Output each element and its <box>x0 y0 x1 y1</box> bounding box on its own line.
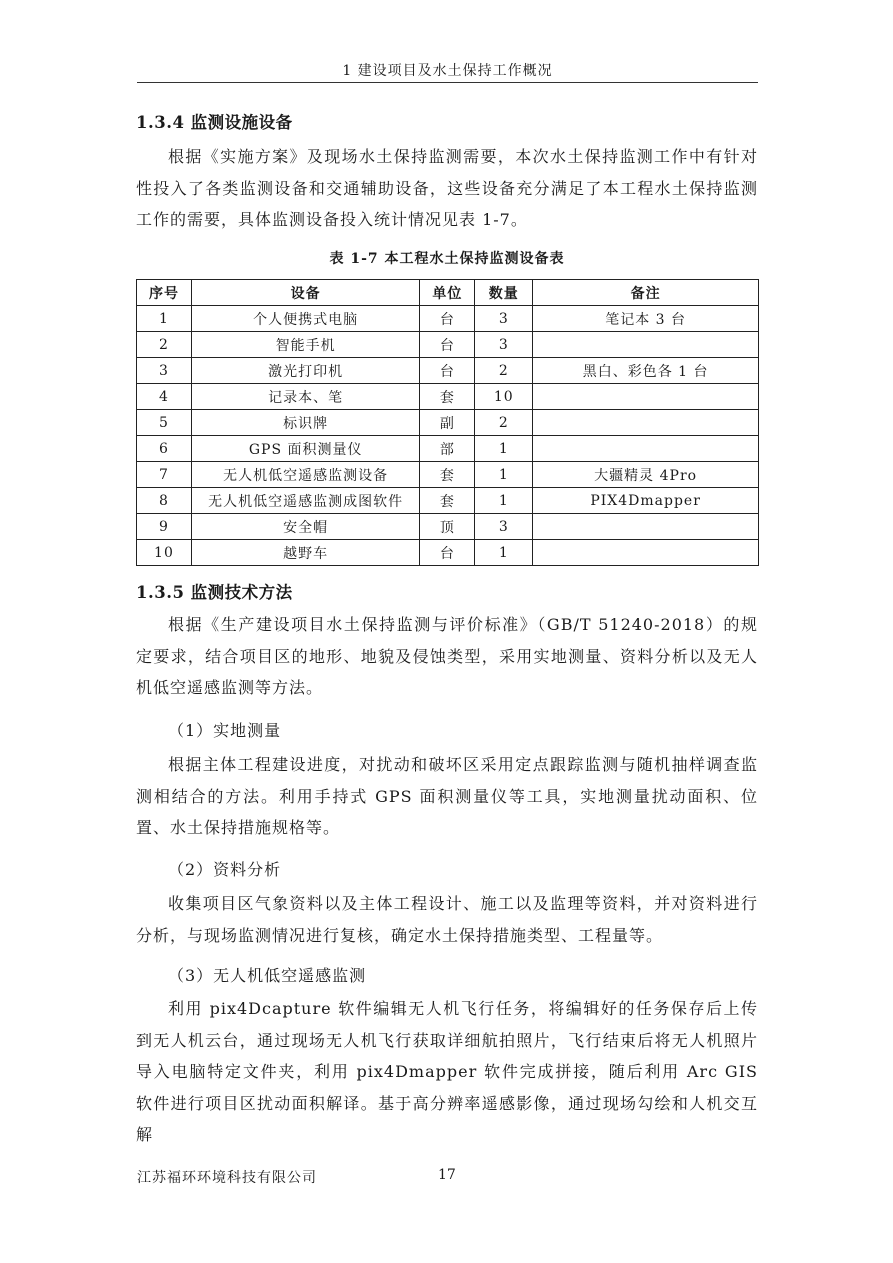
cell-remark <box>533 384 759 410</box>
header-cell-equipment: 设备 <box>191 280 420 306</box>
cell-equipment: 越野车 <box>191 540 420 566</box>
cell-unit: 台 <box>420 358 475 384</box>
table-row <box>137 436 759 462</box>
cell-index: 1 <box>137 306 192 332</box>
cell-equipment: 无人机低空遥感监测成图软件 <box>191 488 420 514</box>
method-1-title: （1）实地测量 <box>168 721 282 740</box>
table-row <box>137 488 759 514</box>
header-divider <box>137 82 758 83</box>
table-row <box>137 384 759 410</box>
header-cell-index: 序号 <box>137 280 192 306</box>
cell-unit: 套 <box>420 462 475 488</box>
section-heading-1-3-4: 1.3.4 监测设施设备 <box>136 113 293 132</box>
cell-index: 2 <box>137 332 192 358</box>
cell-unit: 部 <box>420 436 475 462</box>
method-2-title: （2）资料分析 <box>168 860 282 879</box>
header-cell-unit: 单位 <box>420 280 475 306</box>
cell-remark: PIX4Dmapper <box>533 488 759 514</box>
header-cell-remark: 备注 <box>533 280 759 306</box>
cell-unit: 台 <box>420 306 475 332</box>
cell-unit: 套 <box>420 488 475 514</box>
cell-index: 7 <box>137 462 192 488</box>
cell-unit: 台 <box>420 332 475 358</box>
footer-company: 江苏福环环境科技有限公司 <box>137 1170 317 1186</box>
table-row <box>137 462 759 488</box>
cell-remark: 黑白、彩色各 1 台 <box>533 358 759 384</box>
page-number: 17 <box>438 1167 456 1183</box>
cell-remark <box>533 410 759 436</box>
cell-quantity: 10 <box>475 384 533 410</box>
cell-quantity: 3 <box>475 332 533 358</box>
cell-quantity: 1 <box>475 488 533 514</box>
cell-unit: 副 <box>420 410 475 436</box>
cell-index: 6 <box>137 436 192 462</box>
cell-quantity: 3 <box>475 514 533 540</box>
cell-remark <box>533 436 759 462</box>
cell-quantity: 1 <box>475 462 533 488</box>
cell-remark <box>533 514 759 540</box>
cell-equipment: 激光打印机 <box>191 358 420 384</box>
table-caption: 表 1-7 本工程水土保持监测设备表 <box>329 251 565 267</box>
header-cell-quantity: 数量 <box>475 280 533 306</box>
cell-unit: 套 <box>420 384 475 410</box>
cell-remark: 大疆精灵 4Pro <box>533 462 759 488</box>
cell-quantity: 2 <box>475 410 533 436</box>
cell-equipment: 智能手机 <box>191 332 420 358</box>
cell-unit: 台 <box>420 540 475 566</box>
method-2-text: 收集项目区气象资料以及主体工程设计、施工以及监理等资料，并对资料进行分析，与现场监测情况进行复核，确定水土保持措施类型、工程量等。 <box>136 894 758 945</box>
table-row <box>137 514 759 540</box>
table-row <box>137 410 759 436</box>
table-row <box>137 332 759 358</box>
cell-index: 8 <box>137 488 192 514</box>
cell-index: 4 <box>137 384 192 410</box>
table-row <box>137 540 759 566</box>
cell-equipment: GPS 面积测量仪 <box>191 436 420 462</box>
table-header-row <box>137 280 759 306</box>
cell-index: 10 <box>137 540 192 566</box>
cell-remark <box>533 540 759 566</box>
cell-quantity: 3 <box>475 306 533 332</box>
cell-quantity: 1 <box>475 540 533 566</box>
cell-remark <box>533 332 759 358</box>
cell-quantity: 2 <box>475 358 533 384</box>
cell-quantity: 1 <box>475 436 533 462</box>
cell-equipment: 标识牌 <box>191 410 420 436</box>
table-row <box>137 358 759 384</box>
cell-index: 5 <box>137 410 192 436</box>
section-heading-1-3-5: 1.3.5 监测技术方法 <box>136 583 293 602</box>
cell-equipment: 个人便携式电脑 <box>191 306 420 332</box>
cell-index: 9 <box>137 514 192 540</box>
table-row <box>137 306 759 332</box>
cell-index: 3 <box>137 358 192 384</box>
cell-equipment: 无人机低空遥感监测设备 <box>191 462 420 488</box>
cell-equipment: 记录本、笔 <box>191 384 420 410</box>
cell-remark: 笔记本 3 台 <box>533 306 759 332</box>
equipment-table <box>136 279 759 566</box>
cell-equipment: 安全帽 <box>191 514 420 540</box>
cell-unit: 顶 <box>420 514 475 540</box>
method-1-text: 根据主体工程建设进度，对扰动和破坏区采用定点跟踪监测与随机抽样调查监测相结合的方法。利用手持式 GPS 面积测量仪等工具，实地测量扰动面积、位置、水土保持措施规格等。 <box>136 755 758 837</box>
section-1-3-4-paragraph: 根据《实施方案》及现场水土保持监测需要，本次水土保持监测工作中有针对性投入了各类监测设备和交通辅助设备，这些设备充分满足了本工程水土保持监测工作的需要，具体监测设备投入统计情况见表 1-7。 <box>136 147 758 229</box>
section-1-3-5-intro: 根据《生产建设项目水土保持监测与评价标准》（GB/T 51240-2018）的规定要求，结合项目区的地形、地貌及侵蚀类型，采用实地测量、资料分析以及无人机低空遥感监测等方法。 <box>136 615 758 697</box>
method-3-text: 利用 pix4Dcapture 软件编辑无人机飞行任务，将编辑好的任务保存后上传到无人机云台，通过现场无人机飞行获取详细航拍照片，飞行结束后将无人机照片导入电脑特定文件夹，利用 pix4Dmapper 软件完成拼接，随后利用 Arc GIS 软件进行项目区扰动面积解译。基于高分辨率遥感影像，通过现场勾绘和人机交互解 <box>136 999 758 1144</box>
method-3-title: （3）无人机低空遥感监测 <box>168 966 367 985</box>
running-header: 1 建设项目及水土保持工作概况 <box>342 63 553 79</box>
